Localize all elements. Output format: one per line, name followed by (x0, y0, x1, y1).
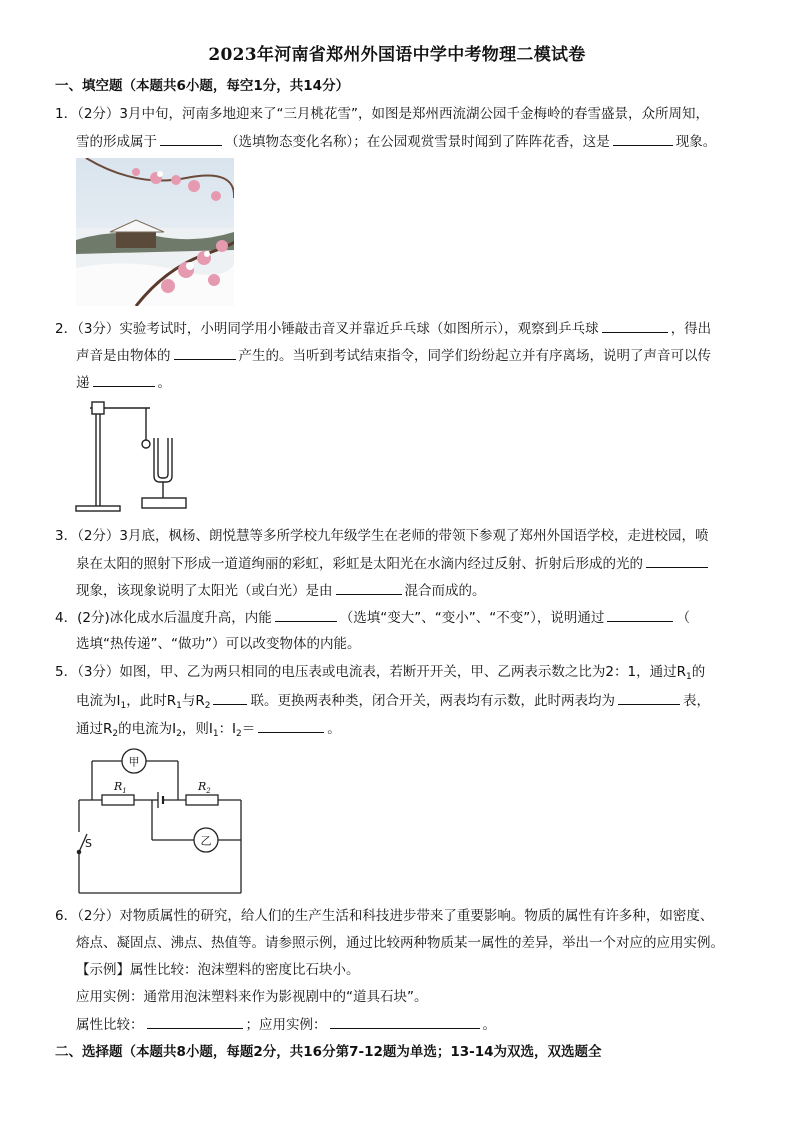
question-2-line-3: 递 。 (76, 372, 171, 393)
answer-blank[interactable] (618, 690, 680, 705)
question-6-example-property: 【示例】属性比较：泡沫塑料的密度比石块小。 (76, 962, 360, 978)
answer-blank[interactable] (607, 607, 673, 622)
switch-label: S (85, 837, 92, 850)
answer-blank[interactable] (275, 607, 337, 622)
answer-blank[interactable] (646, 553, 708, 568)
question-6-line-2: 熔点、凝固点、沸点、热值等。请参照示例，通过比较两种物质某一属性的差异，举出一个对应的应用实例。 (76, 935, 724, 951)
question-1-line-1: 1．（2分）3月中旬，河南多地迎来了“三月桃花雪”，如图是郑州西流湖公园千金梅岭的春雪盛景，众所周知， (55, 106, 710, 122)
meter-a-label: 甲 (128, 755, 140, 769)
answer-blank[interactable] (602, 318, 668, 333)
question-3-line-2: 泉在太阳的照射下形成一道道绚丽的彩虹，彩虹是太阳光在水滴内经过反射、折射后形成的光的 (76, 553, 711, 574)
answer-blank[interactable] (93, 372, 155, 387)
question-6-example-application: 应用实例：通常用泡沫塑料来作为影视剧中的“道具石块”。 (76, 989, 428, 1005)
question-4-line-1: 4．(2分)冰化成水后温度升高，内能 （选填“变大”、“变小”、“不变”），说明通过 （ (55, 607, 690, 628)
circuit-diagram (74, 748, 246, 898)
answer-blank[interactable] (258, 718, 324, 733)
question-5-line-3: 通过$R_2$的电流为$I_2$，则$I_1$：$I_2=$ 。 (76, 718, 341, 739)
section-1-heading: 一、填空题（本题共6小题，每空1分，共14分） (55, 78, 350, 94)
answer-blank[interactable] (336, 580, 402, 595)
question-5-line-2: 电流为$I_1$，此时$R_1$与$R_2$ 联。更换两表种类，闭合开关，两表均有示数，此时两表均为 表， (76, 690, 710, 711)
question-3-line-3: 现象，该现象说明了太阳光（或白光）是由 混合而成的。 (76, 580, 486, 601)
r1-label: $R_1$ (114, 780, 127, 795)
question-6-line-1: 6．（2分）对物质属性的研究，给人们的生产生活和科技进步带来了重要影响。物质的属性有许多种，如密度、 (55, 908, 714, 924)
tuning-fork-apparatus (70, 398, 190, 516)
page-title: 2023年河南省郑州外国语中学中考物理二模试卷 (208, 45, 586, 65)
answer-blank[interactable] (160, 131, 222, 146)
question-5-line-1: 5．（3分）如图，甲、乙为两只相同的电压表或电流表，若断开开关，甲、乙两表示数之比为2：1，通过$R_1$的 (55, 664, 706, 682)
meter-b-label: 乙 (200, 834, 212, 848)
answer-blank[interactable] (213, 690, 247, 705)
section-2-heading: 二、选择题（本题共8小题，每题2分，共16分第7-12题为单选；13-14为双选，双选题全 (55, 1044, 602, 1060)
question-1-line-2: 雪的形成属于 （选填物态变化名称）；在公园观赏雪景时闻到了阵阵花香，这是 现象。 (76, 131, 716, 152)
question-2-line-2: 声音是由物体的 产生的。当听到考试结束指令，同学们纷纷起立并有序离场，说明了声音可以传 (76, 345, 711, 366)
answer-blank[interactable] (613, 131, 673, 146)
question-4-line-2: 选填“热传递”、“做功”）可以改变物体的内能。 (76, 636, 361, 652)
answer-blank[interactable] (147, 1014, 243, 1029)
question-6-answer-line: 属性比较： ；应用实例： 。 (76, 1014, 496, 1035)
answer-blank[interactable] (330, 1014, 480, 1029)
question-2-line-1: 2．（3分）实验考试时，小明同学用小锤敲击音叉并靠近乒乓球（如图所示），观察到乒乓球 ，得出 (55, 318, 711, 339)
r2-label: $R_2$ (198, 780, 211, 795)
snow-blossom-photo (76, 158, 234, 306)
question-3-line-1: 3．（2分）3月底，枫杨、朗悦慧等多所学校九年级学生在老师的带领下参观了郑州外国语学校，走进校园，喷 (55, 528, 709, 544)
answer-blank[interactable] (174, 345, 236, 360)
